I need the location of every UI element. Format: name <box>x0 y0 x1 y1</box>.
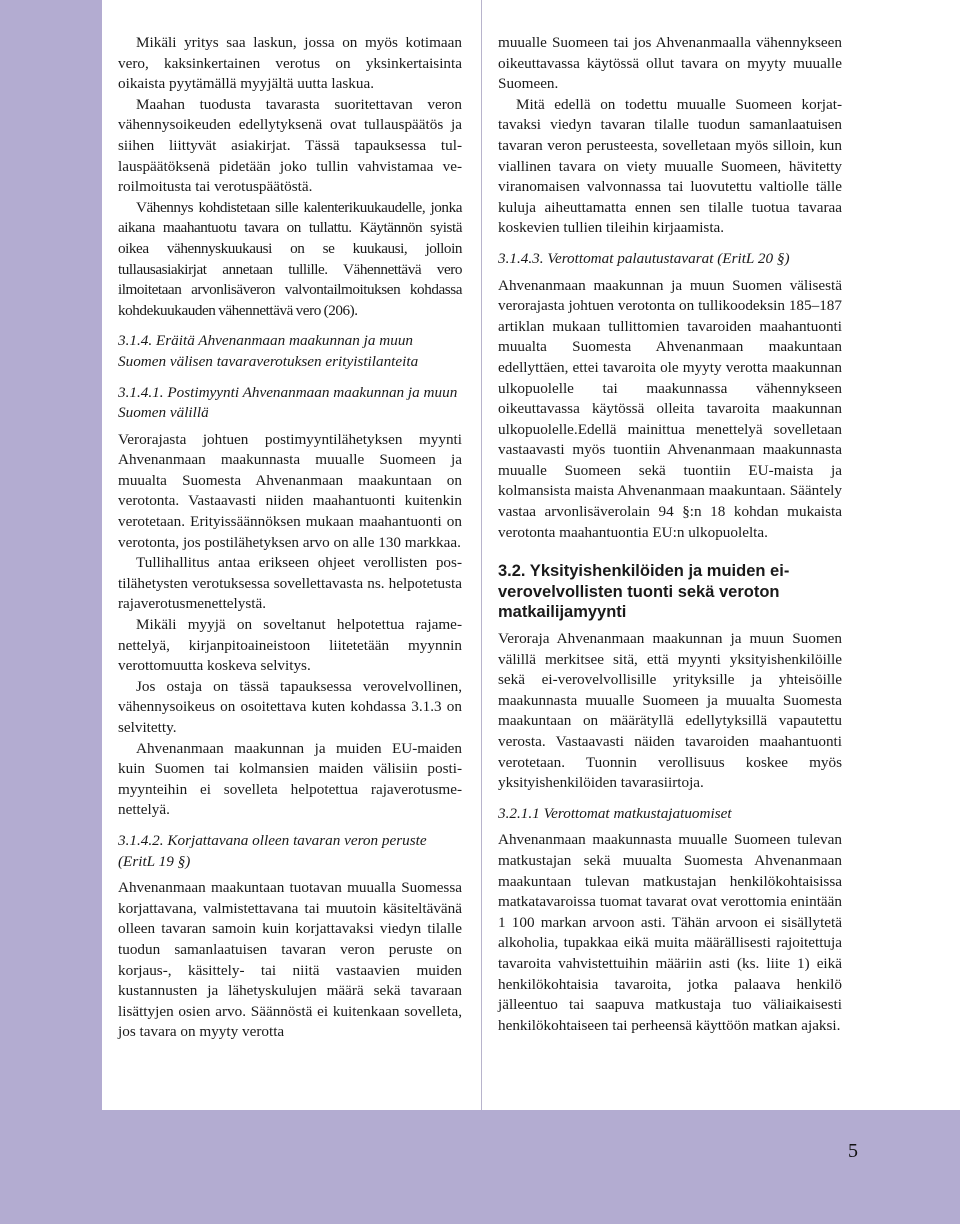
left-column <box>118 33 462 1043</box>
paragraph: muualle Suomeen tai jos Ahvenanmaalla vähennykseen oikeuttavassa käytössä ollut tavara on myyty muualle Suomeen. <box>498 34 842 93</box>
paragraph: Mikäli yritys saa laskun, jossa on myös kotimaan vero, kaksinkertainen verotus on yksinkertaisinta oikaista pyytämällä myyjältä uutta laskua. <box>118 34 462 93</box>
footer-band <box>0 1110 960 1224</box>
paragraph: Ahvenanmaan maakunnan ja muun Suomen välisestä verorajasta johtuen verotonta on tullikoodeksin 185–187 artiklan mukaan tullittomien tavaroiden maahantuonti muualta Suomesta Ahvenanmaan maakuntaan edellyttäen, ettei tavaroita ole myyty verotta maakunnan ulkopuolelle tai maakunnassa vähennykseen oikeuttavassa käytössä olleita tavaroita maakunnan ulkopuolelle.Edellä mainittua menettelyä sovelletaan vastaavasti myös tuontiin Ahvenanmaan maakunnasta muualle Suomeen sekä tuontiin EU-maista ja kolmansista maista Ahvenanmaan maakuntaan. Sääntely vastaa arvonlisäverolain 94 §:n 18 kohdan mukaista verotonta maahantuontia EU:n ulkopuolelta. <box>498 276 842 541</box>
column-divider <box>481 0 482 1110</box>
paragraph: Ahvenanmaan maakuntaan tuotavan muualla Suomessa korjattavana, valmistettavana tai muutoin käsiteltävänä olleen tavaran samoin kuin korjattavaksi viedyn tilalle tuodun samanlaatuisen tavaran veron peruste on korjaus-, käsittely- tai niitä vastaavien muiden kustannusten ja lähetyskulujen määrä sekä tavaraan lisättyjen osien arvo. Säännöstä ei kuitenkaan sovelleta, jos tavara on myyty verotta <box>118 879 462 1041</box>
paragraph: Verorajasta johtuen postimyyntilähetyksen myynti Ahvenanmaan maakunnasta muualle Suomeen ja muualta Suomesta Ahvenanmaan maakuntaan on verotonta. Vastaavasti niiden maahantuonti kuitenkin verotetaan. Erityissäännöksen mukaan maahantuonti on verotonta, jos postilähetyksen arvo on alle 130 markkaa. <box>118 430 462 551</box>
paragraph: Vähennys kohdistetaan sille kalenterikuukaudelle, jonka aikana maahantuotu tavara on tullattu. Käytännön syistä oikea vähennyskuukausi on se kuukausi, jolloin tullausasiakirjat annetaan tullille. Vähennettävä vero ilmoitetaan arvonlisäveron valvontailmoituksen kohdassa kohdekuukauden vähennettävä vero (206). <box>118 198 462 319</box>
section-heading-3-1-4-2: 3.1.4.2. Korjattavana olleen tavaran veron peruste (EritL 19 §) <box>118 831 427 870</box>
section-heading-3-1-4-3: 3.1.4.3. Verottomat palautustavarat (EritL 20 §) <box>498 249 790 267</box>
paragraph: Tullihallitus antaa erikseen ohjeet verollisten postilähetysten verotuksessa sovellettavasta ns. helpotetusta rajaverotusmenettelystä. <box>118 554 462 613</box>
section-heading-3-1-4: 3.1.4. Eräitä Ahvenanmaan maakunnan ja muun Suomen välisen tavaraverotuksen erityistilanteita <box>118 332 419 370</box>
section-heading-3-1-4-1: 3.1.4.1. Postimyynti Ahvenanmaan maakunnan ja muun Suomen välillä <box>118 383 458 422</box>
paragraph: Maahan tuodusta tavarasta suoritettavan veron vähennysoikeuden edellytyksenä ovat tullauspäätös ja siihen liittyvät asiakirjat. Tässä tapauksessa tullauspäätöksenä pidetään joko tullin vahvistamaa veroilmoitusta tai verotuspäätöstä. <box>118 95 462 196</box>
paragraph: Ahvenanmaan maakunnasta muualle Suomeen tulevan matkustajan sekä muualta Suomesta Ahvenanmaan maakuntaan tulevan matkustajan henkilökohtaisissa matkatavaroissa tuomat tavarat ovat verottomia enintään 1 100 markan arvoon asti. Tähän arvoon ei sisällytetä alkoholia, tupakkaa eikä muita määrällisesti rajoitettuja tavaroita vahvistettuihin määriin asti (ks. liite 1) eikä henkilökohtaisia tavaroita, jotka palaava henkilö jälleentuo tai saapuva matkustaja tuo väliaikaisesti henkilökohtaiseen tai perheensä käyttöön matkan ajaksi. <box>498 831 842 1034</box>
left-color-strip <box>0 0 102 1110</box>
paragraph: Ahvenanmaan maakunnan ja muiden EU-maiden kuin Suomen tai kolmansien maiden välisiin postimyynteihin ei sovelleta helpotettua rajaverotusmenettelyä. <box>118 739 462 819</box>
section-heading-3-2: 3.2. Yksityishenkilöiden ja muiden eiverovelvollisten tuonti sekä veroton matkailijamyynti <box>498 562 790 622</box>
paragraph: Mikäli myyjä on soveltanut helpotettua rajamenettelyä, kirjanpitoaineistoon liitetetään myynnin verottomuutta koskeva selvitys. <box>118 616 462 675</box>
paragraph: Veroraja Ahvenanmaan maakunnan ja muun Suomen välillä merkitsee sitä, että myynti yksityishenkilöille sekä ei-verovelvollisille yrityksille ja yhteisöille maakunnasta muualle Suomeen ja muualta Suomesta maakuntaan on määrätyllä edellytyksillä vapautettu verosta. Vastaavasti näiden tavaroiden maahantuonti verotetaan. Tuonnin verollisuus koskee myös yksityishenkilöiden tavarasiirtoja. <box>498 630 842 792</box>
page-number: 5 <box>848 1140 858 1162</box>
right-column <box>498 33 842 1036</box>
paragraph: Jos ostaja on tässä tapauksessa verovelvollinen, vähennysoikeus on osoitettava kuten kohdassa 3.1.3 on selvitetty. <box>118 677 462 736</box>
paragraph: Mitä edellä on todettu muualle Suomeen korjattavaksi viedyn tavaran tilalle tuodun samanlaatuisen tavaran veron perusteesta, sovelletaan myös silloin, kun viallinen tavara on viety muualle Suomeen, hävitetty viranomaisen valvonnassa tai luovutettu valtiolle tälle kuluja aiheuttamatta ennen sen tilalle tuotua tavaraa koskevien tullien tileihin kirjaamista. <box>498 95 842 237</box>
section-heading-3-2-1-1: 3.2.1.1 Verottomat matkustajatuomiset <box>498 804 732 822</box>
